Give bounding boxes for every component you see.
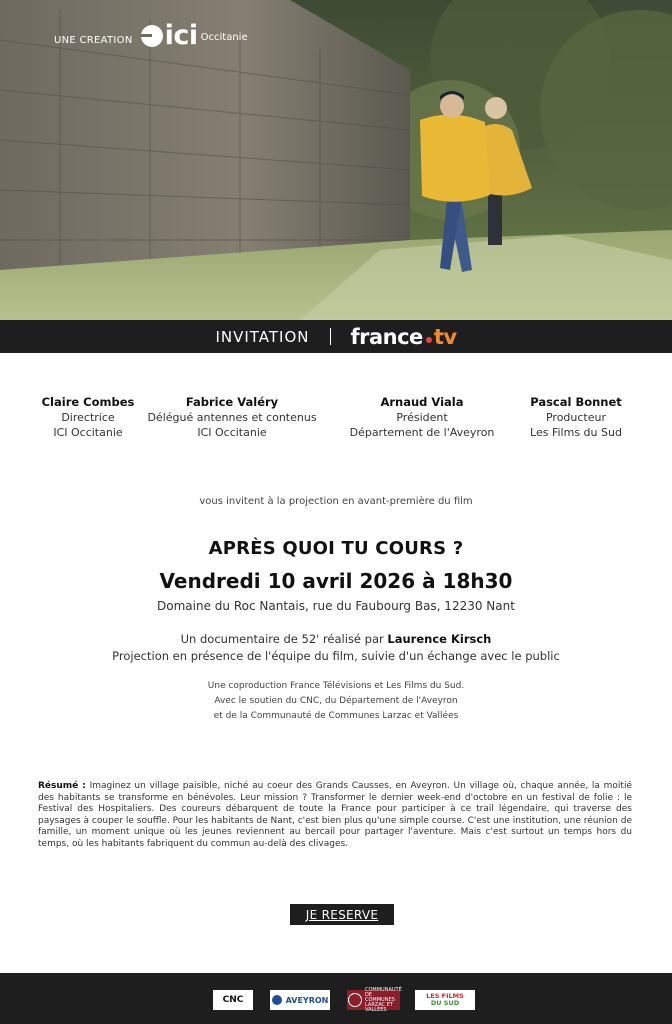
films-logo-top: LES FILMS (426, 992, 464, 1000)
host-name: Pascal Bonnet (530, 395, 622, 409)
band-divider (330, 328, 331, 345)
credit-line: Une coproduction France Télévisions et Les Films du Sud. (207, 681, 465, 691)
aveyron-logo (270, 990, 330, 1010)
host-role: Producteur (545, 411, 607, 424)
film-summary (38, 781, 632, 850)
cnc-logo-text: CNC (222, 995, 244, 1005)
invitation-intro: vous invitent à la projection en avant-première du film (199, 496, 473, 507)
event-venue: Domaine du Roc Nantais, rue du Faubourg Bas, 12230 Nant (157, 599, 515, 613)
film-title: APRÈS QUOI TU COURS ? (208, 538, 464, 559)
host-name: Fabrice Valéry (185, 395, 279, 409)
summary-text: Imaginez un village paisible, niché au coeur des Grands Causses, en Aveyron. Un village où, chaque année, la moitié des habitants se transforme en bénévoles. Leur mission ? Transformer le dernier week-end d'octobre en un festival de folie : le Festival des Hospitaliers. Des coureurs débarquent de toute la France pour participer à ce trail légendaire, qui traverse des paysages à couper le souffle. Pour les habitants de Nant, c'est bien plus qu'une simple course. C'est une institution, une réunion de famille, un moment unique où les jeunes reviennent au bercail pour partager l'aventure. Mais c'est surtout un temps hors du temps, où les habitants fabriquent du commun au-delà des clivages. (38, 781, 632, 849)
credit-line: Avec le soutien du CNC, du Département de l'Aveyron (214, 696, 458, 706)
projection-info: Projection en présence de l'équipe du film, suivie d'un échange avec le public (112, 649, 560, 663)
larzac-emblem-icon (348, 993, 362, 1007)
host-org: Département de l'Aveyron (349, 426, 495, 439)
brand-name-text: ici (164, 20, 198, 51)
cnc-logo (213, 990, 253, 1010)
host-org: ICI Occitanie (53, 426, 123, 439)
host-role: Président (396, 411, 448, 424)
ici-occitanie-logo (54, 22, 248, 49)
aveyron-logo-text: AVEYRON (285, 995, 329, 1005)
documentary-prefix: Un documentaire de 52' réalisé par (180, 632, 384, 646)
aveyron-emblem-icon (272, 995, 282, 1005)
host-name: Claire Combes (41, 395, 135, 409)
host-org: ICI Occitanie (197, 426, 267, 439)
films-du-sud-logo (415, 990, 475, 1010)
larzac-vallees-logo (347, 986, 402, 1013)
host-name: Arnaud Viala (380, 395, 464, 409)
hero-photo (0, 0, 672, 320)
ici-disc-icon (141, 25, 163, 47)
summary-label: Résumé : (38, 781, 86, 791)
brand-name (141, 22, 198, 49)
france-tv-logo (351, 325, 457, 349)
france-tv-dot-icon (426, 337, 432, 343)
partner-footer (0, 973, 672, 1024)
host-pascal-bonnet (491, 395, 661, 440)
host-role: Délégué antennes et contenus (147, 411, 317, 424)
invitation-band (0, 320, 672, 353)
brand-prefix: UNE CREATION (54, 35, 133, 46)
invitation-label: INVITATION (215, 327, 310, 346)
documentary-info (0, 632, 672, 646)
credit-line: et de la Communauté de Communes Larzac et Vallées (213, 711, 459, 721)
event-date: Vendredi 10 avril 2026 à 18h30 (159, 569, 513, 593)
france-tv-logo-right: tv (433, 324, 457, 349)
host-fabrice-valery (147, 395, 317, 440)
host-role: Directrice (61, 411, 115, 424)
host-arnaud-viala (337, 395, 507, 440)
reserve-button[interactable]: JE RESERVE (290, 904, 394, 925)
brand-region: Occitanie (200, 32, 248, 43)
host-org: Les Films du Sud (530, 426, 622, 439)
france-tv-logo-left: france (350, 324, 423, 349)
films-logo-bottom: DU SUD (430, 999, 460, 1007)
director-name: Laurence Kirsch (387, 632, 492, 646)
larzac-logo-text: COMMUNAUTÉ DE COMMUNES LARZAC ET VALLÉES (365, 986, 402, 1013)
